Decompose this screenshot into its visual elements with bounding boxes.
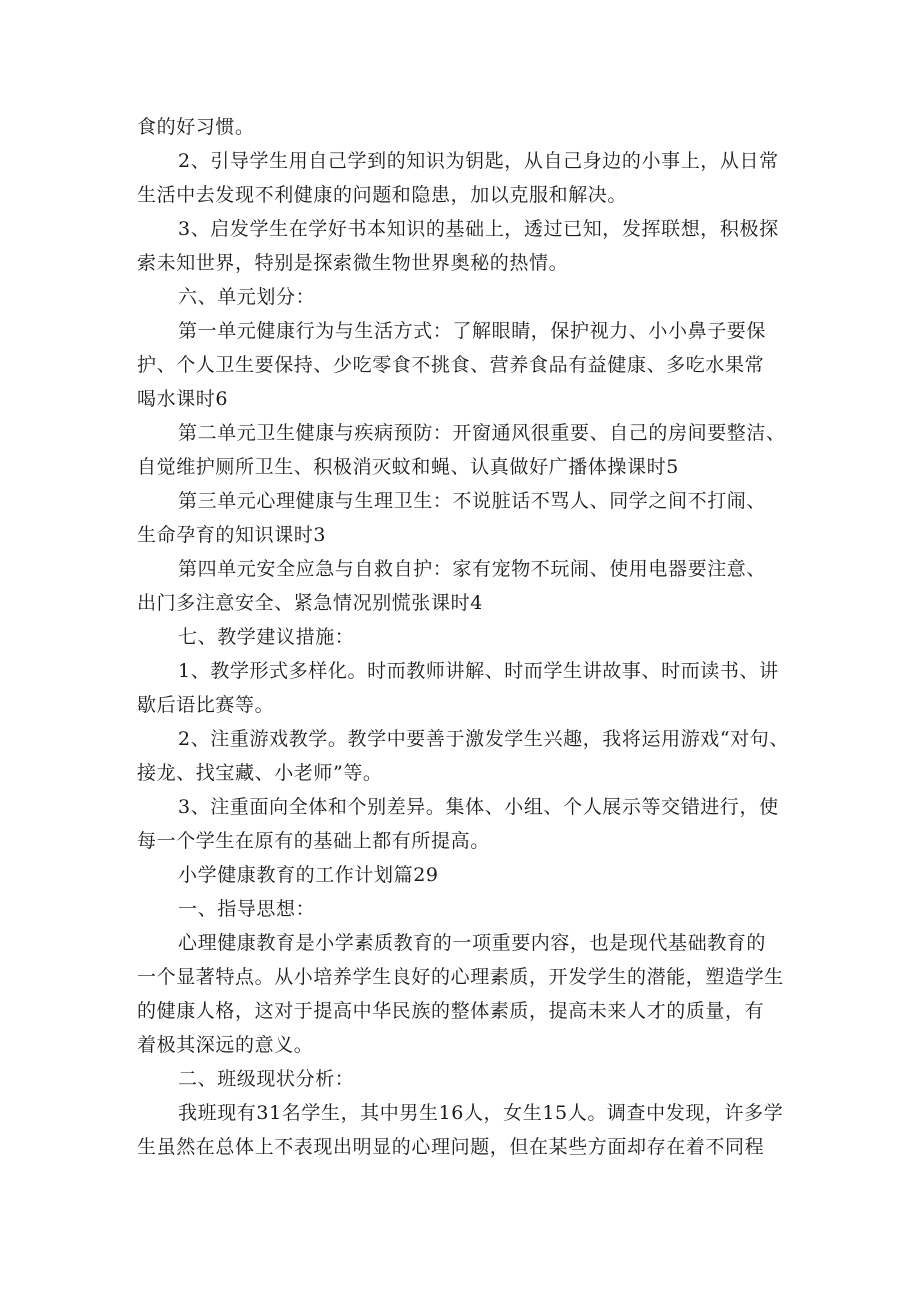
text-line: 接龙、找宝藏、小老师”等。 [137,762,383,784]
text-line: 喝水课时6 [137,388,229,410]
text-line: 着极其深远的意义。 [137,1034,314,1056]
text-line: 1、教学形式多样化。时而教师讲解、时而学生讲故事、时而读书、讲 [178,660,779,682]
text-line: 2、注重游戏教学。教学中要善于激发学生兴趣，我将运用游戏“对句、 [178,728,790,750]
text-line: 3、注重面向全体和个别差异。集体、小组、个人展示等交错进行，使 [178,796,779,818]
text-line: 出门多注意安全、紧急情况别慌张课时4 [137,592,483,614]
text-line: 生活中去发现不利健康的问题和隐患，加以克服和解决。 [137,184,628,206]
text-line: 七、教学建议措施： [178,626,355,648]
text-line: 食的好习惯。 [137,116,255,138]
text-line: 生命孕育的知识课时3 [137,524,327,546]
text-line: 索未知世界，特别是探索微生物世界奥秘的热情。 [137,252,569,274]
text-line: 护、个人卫生要保持、少吃零食不挑食、营养食品有益健康、多吃水果常 [137,354,765,376]
text-line: 一、指导思想： [178,898,316,920]
text-line: 第四单元安全应急与自救自护：家有宠物不玩闹、使用电器要注意、 [178,558,767,580]
text-line: 心理健康教育是小学素质教育的一项重要内容，也是现代基础教育的 [178,932,767,954]
text-line: 每一个学生在原有的基础上都有所提高。 [137,830,490,852]
text-line: 的健康人格，这对于提高中华民族的整体素质，提高未来人才的质量，有 [137,1000,765,1022]
text-line: 3、启发学生在学好书本知识的基础上，透过已知，发挥联想，积极探 [178,218,779,240]
text-line: 六、单元划分： [178,286,316,308]
text-line: 第一单元健康行为与生活方式：了解眼睛，保护视力、小小鼻子要保 [178,320,767,342]
text-line: 歇后语比赛等。 [137,694,275,716]
text-line: 第三单元心理健康与生理卫生：不说脏话不骂人、同学之间不打闹、 [178,490,767,512]
text-line: 生虽然在总体上不表现出明显的心理问题，但在某些方面却存在着不同程 [137,1136,765,1158]
text-line: 一个显著特点。从小培养学生良好的心理素质，开发学生的潜能，塑造学生 [137,966,784,988]
text-line: 自觉维护厕所卫生、积极消灭蚊和蝇、认真做好广播体操课时5 [137,456,679,478]
text-line: 第二单元卫生健康与疾病预防：开窗通风很重要、自己的房间要整洁、 [178,422,786,444]
text-line: 我班现有31名学生，其中男生16人，女生15人。调查中发现，许多学 [178,1102,784,1124]
text-line: 二、班级现状分析： [178,1068,355,1090]
text-line: 2、引导学生用自己学到的知识为钥匙，从自己身边的小事上，从日常 [178,150,779,172]
text-line: 小学健康教育的工作计划篇29 [178,864,439,886]
document-body [137,110,790,1164]
